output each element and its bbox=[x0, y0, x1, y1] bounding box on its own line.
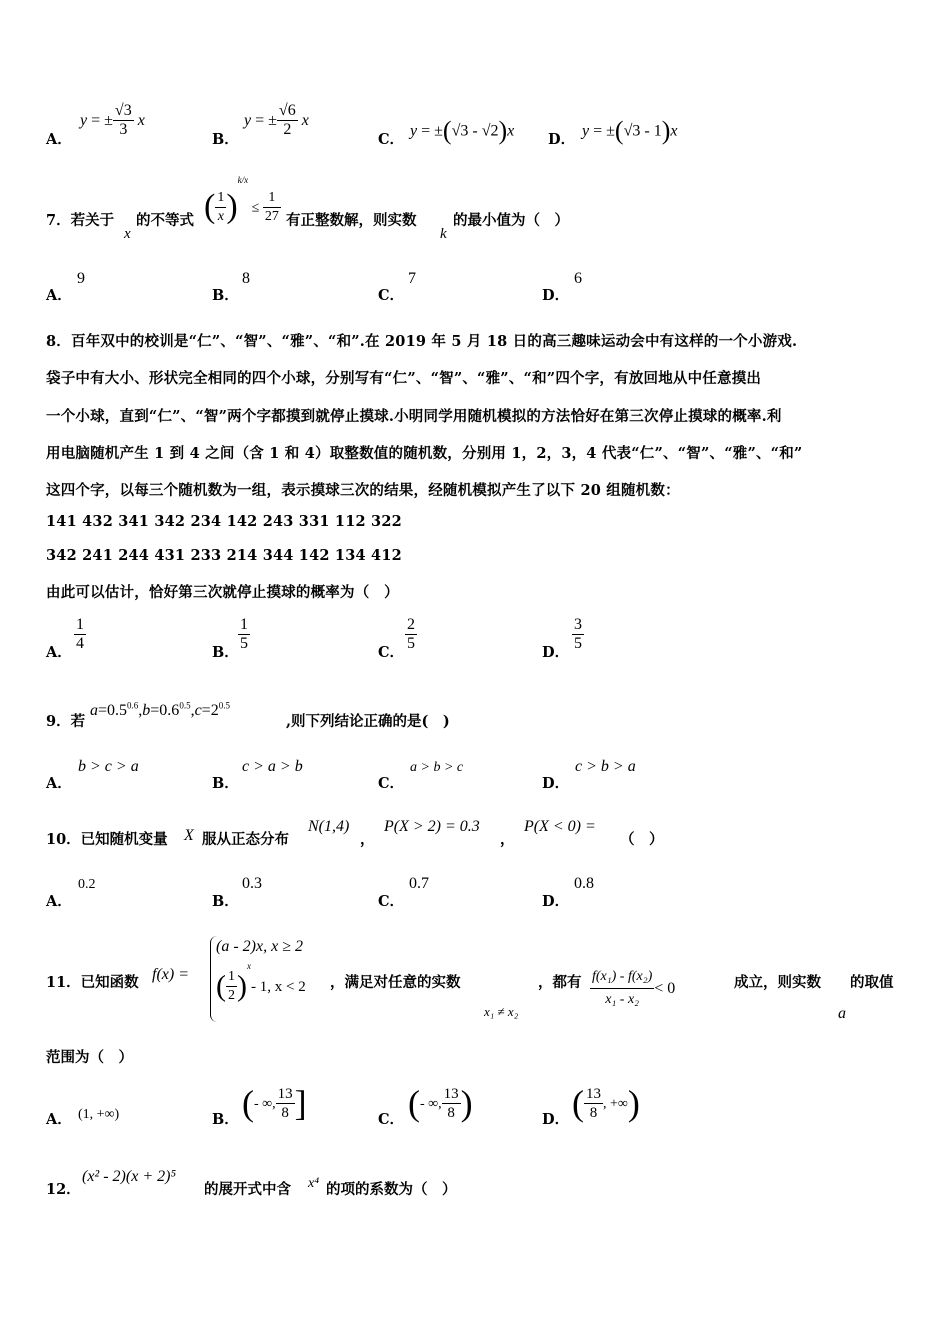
q6-option-d bbox=[548, 128, 575, 149]
q10-option-d-value: 0.8 bbox=[574, 875, 594, 892]
option-label: B． bbox=[212, 131, 239, 148]
q12-text: 的展开式中含 bbox=[204, 1181, 291, 1198]
q12-text2: 的项的系数为（ ） bbox=[326, 1181, 457, 1198]
q10-stem: 10．已知随机变量 bbox=[46, 831, 168, 848]
q8-option-b-frac: $\frac{1}{5}$ bbox=[240, 616, 248, 652]
q8-option-b: B． bbox=[212, 644, 239, 661]
q11-option-b-value: (- ∞, $\frac{13}{8}$ ] bbox=[242, 1083, 307, 1123]
q8-random-numbers-2: 342 241 244 431 233 214 344 142 134 412 bbox=[46, 547, 402, 564]
q12-term: x⁴ bbox=[308, 1176, 320, 1191]
q8-line-2: 袋子中有大小、形状完全相同的四个小球，分别写有“仁”、“智”、“雅”、“和”四个字，有放回地从中任意摸出 bbox=[46, 370, 762, 387]
q10-prob-1: P(X > 2) = 0.3 bbox=[384, 818, 480, 835]
q11-fx: f(x) = bbox=[152, 966, 189, 983]
q11-option-d: D． bbox=[542, 1111, 570, 1128]
q7-option-b-value: 8 bbox=[242, 270, 250, 287]
q11-line-2: 范围为（ ） bbox=[46, 1049, 133, 1066]
q9-option-c-value: a > b > c bbox=[410, 760, 464, 775]
q7-option-c: C． bbox=[378, 287, 405, 304]
q10-option-b: B． bbox=[212, 893, 239, 910]
q7-text2: 的不等式 bbox=[136, 212, 194, 229]
q9-option-c: C． bbox=[378, 775, 405, 792]
q8-line-3: 一个小球，直到“仁”、“智”两个字都摸到就停止摸球.小明同学用随机模拟的方法恰好在第三次停止摸球的概率.利 bbox=[46, 408, 782, 425]
q6-option-b-math: y = ± $\frac{√6}{2}$ x bbox=[244, 102, 309, 138]
q6-option-a bbox=[46, 128, 72, 149]
q8-line-4: 用电脑随机产生 1 到 4 之间（含 1 和 4）取整数值的随机数，分别用 1，2，3，4 代表“仁”、“智”、“雅”、“和” bbox=[46, 445, 803, 462]
q6-option-c bbox=[378, 128, 404, 149]
q11-option-a-value: (1, +∞) bbox=[78, 1107, 120, 1122]
q10-option-c: C． bbox=[378, 893, 405, 910]
q9-option-a: A． bbox=[46, 775, 72, 792]
q11-text3: ，都有 bbox=[538, 974, 582, 991]
option-label: C． bbox=[378, 131, 405, 148]
q10-text2: 服从正态分布 bbox=[202, 831, 289, 848]
q7-option-d-value: 6 bbox=[574, 270, 582, 287]
q8-line-5: 这四个字，以每三个随机数为一组，表示摸球三次的结果，经随机模拟产生了以下 20 组随机数： bbox=[46, 482, 680, 499]
q10-comma-1: ， bbox=[360, 831, 375, 848]
q9-option-d-value: c > b > a bbox=[575, 758, 636, 775]
q9-option-b: B． bbox=[212, 775, 239, 792]
q11-option-d-value: ( $\frac{13}{8}$ , +∞) bbox=[572, 1083, 640, 1123]
q6-option-a-math: y = ± $\frac{√3}{3}$ x bbox=[80, 102, 145, 138]
q11-inequality: $\frac{\text{f(x₁) - f(x₂)}}{\text{x₁ - x₂}}$ < 0 bbox=[590, 966, 675, 1011]
q7-stem: 7．若关于 bbox=[46, 212, 115, 229]
q10-comma-2: ， bbox=[500, 831, 515, 848]
q11-stem: 11．已知函数 bbox=[46, 974, 139, 991]
q9-stem: 9．若 bbox=[46, 713, 86, 730]
option-label: D． bbox=[548, 131, 576, 148]
option-label: A． bbox=[46, 131, 72, 148]
q11-text2: ，满足对任意的实数 bbox=[330, 974, 461, 991]
q7-text3: 有正整数解，则实数 bbox=[286, 212, 417, 229]
q7-option-a: A． bbox=[46, 287, 72, 304]
q11-condition: x₁ ≠ x₂ bbox=[484, 1004, 519, 1019]
q7-option-b: B． bbox=[212, 287, 239, 304]
q9-definitions: $a=0.5^{0.6},b=0.6^{0.5},c=2^{0.5}$ bbox=[90, 700, 230, 719]
q11-option-c: C． bbox=[378, 1111, 405, 1128]
q8-option-d: D． bbox=[542, 644, 570, 661]
q7-option-d: D． bbox=[542, 287, 570, 304]
q11-var-a: a bbox=[838, 1005, 846, 1022]
q11-option-a: A． bbox=[46, 1111, 72, 1128]
q10-option-c-value: 0.7 bbox=[409, 875, 429, 892]
q10-option-b-value: 0.3 bbox=[242, 875, 262, 892]
q11-case-1: (a - 2)x, x ≥ 2 bbox=[216, 938, 303, 955]
q6-option-c-math: y = ±(√3 - √2)x bbox=[410, 116, 515, 145]
q8-option-a-frac: $\frac{1}{4}$ bbox=[76, 616, 84, 652]
q8-question: 由此可以估计，恰好第三次就停止摸球的概率为（ ） bbox=[46, 584, 399, 601]
q10-option-a: A． bbox=[46, 893, 72, 910]
q8-option-d-frac: $\frac{3}{5}$ bbox=[574, 616, 582, 652]
q11-option-b: B． bbox=[212, 1111, 239, 1128]
q8-line-1: 8．百年双中的校训是“仁”、“智”、“雅”、“和”.在 2019 年 5 月 18 日的高三趣味运动会中有这样的一个小游戏. bbox=[46, 333, 798, 350]
q7-var-x: x bbox=[124, 226, 131, 242]
q11-text5: 的取值 bbox=[850, 974, 894, 991]
q7-var-k: k bbox=[440, 226, 447, 242]
q9-option-d: D． bbox=[542, 775, 570, 792]
q9-stem-end: ,则下列结论正确的是( ) bbox=[286, 713, 450, 730]
q12-number: 12． bbox=[46, 1181, 81, 1198]
q10-option-d: D． bbox=[542, 893, 570, 910]
q7-option-a-value: 9 bbox=[77, 270, 85, 287]
q8-option-a: A． bbox=[46, 644, 72, 661]
q10-option-a-value: 0.2 bbox=[78, 877, 96, 892]
q10-distribution: N(1,4) bbox=[308, 818, 350, 835]
q7-option-c-value: 7 bbox=[408, 270, 416, 287]
q11-case-2: ( $\frac{1}{2}$ )$^x$- 1, x < 2 bbox=[216, 960, 306, 1003]
q8-random-numbers-1: 141 432 341 342 234 142 243 331 112 322 bbox=[46, 513, 402, 530]
q9-option-b-value: c > a > b bbox=[242, 758, 303, 775]
q10-var-x: X bbox=[184, 827, 194, 844]
q12-expression: (x² - 2)(x + 2)⁵ bbox=[82, 1168, 176, 1185]
q11-text4: 成立，则实数 bbox=[734, 974, 821, 991]
q10-prob-2: P(X < 0) = bbox=[524, 818, 596, 835]
q11-option-c-value: (- ∞, $\frac{13}{8}$ ) bbox=[408, 1083, 473, 1123]
q7-inequality: ( $\frac{1}{x}$ )$^{k/x}$ ≤ $\frac{1}{27}$ bbox=[204, 175, 279, 225]
q7-text4: 的最小值为（ ） bbox=[453, 212, 569, 229]
q8-option-c: C． bbox=[378, 644, 405, 661]
q6-option-b bbox=[212, 128, 239, 149]
q9-option-a-value: b > c > a bbox=[78, 758, 139, 775]
q6-option-d-math: y = ±(√3 - 1)x bbox=[582, 116, 678, 145]
q10-paren: （ ） bbox=[620, 831, 664, 848]
q8-option-c-frac: $\frac{2}{5}$ bbox=[407, 616, 415, 652]
